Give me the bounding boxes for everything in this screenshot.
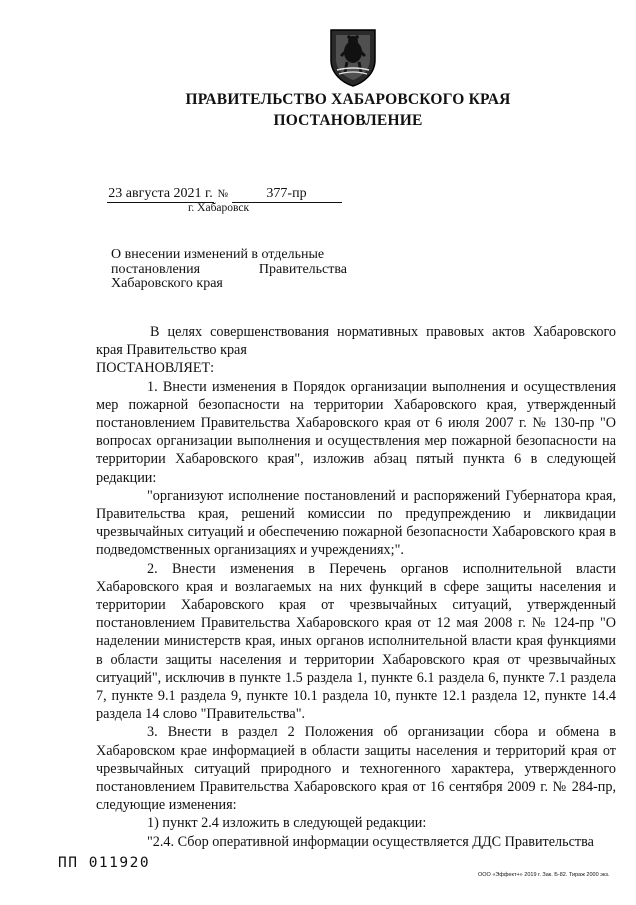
serial-number: ПП 011920	[58, 855, 151, 871]
subject-line: постановления Правительства	[111, 261, 347, 277]
authority-title: ПРАВИТЕЛЬСТВО ХАБАРОВСКОГО КРАЯ	[185, 91, 511, 108]
city: г. Хабаровск	[188, 202, 250, 214]
document-type: ПОСТАНОВЛЕНИЕ	[273, 112, 423, 129]
item-3: 3. Внести в раздел 2 Положения об организации сбора и обмена в Хабаровском крае информацией в области защиты населения и территорий края от чрезвычайных ситуаций природного и техногенного характера, утвержденного постановлением Правительства Хабаровского края от 16 сентября 2009 г. № 284-пр, следующие изменения:	[96, 724, 616, 814]
subject-block	[111, 248, 347, 292]
item-1: 1. Внести изменения в Порядок организации выполнения и осуществления мер пожарной безопасности на территории Хабаровского края, утвержденный постановлением Правительства Хабаровского края от 6 июля 2007 г. № 130-пр "О вопросах организации выполнения и осуществления мер пожарной безопасности на территории Хабаровского края", изложив абзац пятый пункта 6 в следующей редакции:	[96, 378, 616, 486]
subject-line: Хабаровского края	[111, 276, 223, 291]
item-3-sub-1: 1) пункт 2.4 изложить в следующей редакции:	[147, 815, 427, 832]
resolves-word: ПОСТАНОВЛЯЕТ:	[96, 360, 215, 377]
preamble: В целях совершенствования нормативных правовых актов Хабаровского края Правительство края	[96, 324, 616, 359]
date-number-line	[107, 186, 342, 203]
printer-imprint: ООО «Эффект+» 2019 г. Зак. Б-82. Тираж 2000 экз.	[478, 872, 610, 878]
number-sign: №	[217, 188, 228, 200]
document-number: 377-пр	[232, 186, 342, 203]
document-body	[96, 323, 616, 851]
subject-line: О внесении изменений в отдельные	[111, 247, 325, 262]
item-1-quote: "организуют исполнение постановлений и распоряжений Губернатора края, Правительства края, решений комиссии по предупреждению и ликвидации чрезвычайных ситуаций и обеспечению пожарной безопасности Хабаровского края в подведомственных организациях и учреждениях;".	[96, 487, 616, 559]
coat-of-arms-icon	[327, 26, 379, 88]
item-2: 2. Внести изменения в Перечень органов исполнительной власти Хабаровского края и возлагаемых на них функций в сфере защиты населения и территории Хабаровского края от чрезвычайных ситуаций, утвержденный постановлением Правительства Хабаровского края от 12 мая 2008 г. № 124-пр "О наделении министерств края, иных органов исполнительной власти края функциями в области защиты населения и территории Хабаровского края от чрезвычайных ситуаций", исключив в пункте 1.5 раздела 1, пункте 6.1 раздела 6, пункте 7.1 раздела 7, пункте 9.1 раздела 9, пункте 10.1 раздела 10, пункте 12.1 раздела 12, пункте 14.4 раздела 14 слово "Правительства".	[96, 560, 616, 723]
document-date: 23 августа 2021 г.	[108, 186, 213, 201]
item-3-sub-1-quote: "2.4. Сбор оперативной информации осуществляется ДДС Правительства	[147, 833, 594, 850]
